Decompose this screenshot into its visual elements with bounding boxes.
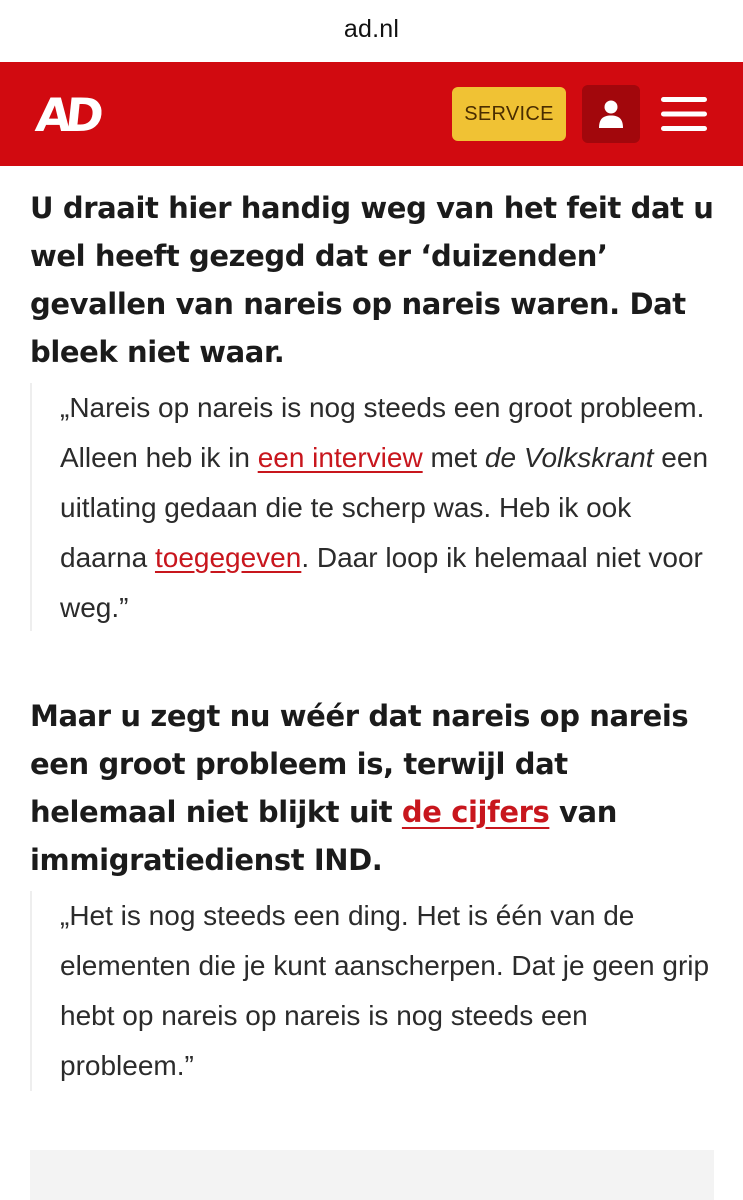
question-text: van immigratiedienst IND. — [30, 795, 617, 877]
figures-link[interactable]: de cijfers — [401, 795, 550, 829]
service-button[interactable]: SERVICE — [452, 87, 566, 141]
admitted-link[interactable]: toegegeven — [154, 542, 302, 573]
advertisement-placeholder — [30, 1150, 714, 1200]
menu-button[interactable] — [660, 94, 708, 134]
answer-text: . Daar loop ik helemaal niet voor weg.” — [60, 542, 703, 623]
url-text: ad.nl — [343, 14, 400, 43]
answer-text: een uitlating gedaan die te scherp was. Heb ik ook daarna — [60, 442, 709, 573]
ad-logo[interactable]: AD — [33, 88, 101, 142]
question-text: Maar u zegt nu wéér dat nareis op nareis een groot probleem is, terwijl dat helemaal niet blijkt uit — [30, 699, 689, 829]
interview-answer-2: „Het is nog steeds een ding. Het is één van de elementen die je kunt aanscherpen. Dat je geen grip hebt op nareis op nareis is nog steeds een probleem.” — [30, 891, 720, 1091]
answer-text: „Nareis op nareis is nog steeds een groot probleem. Alleen heb ik in — [60, 392, 705, 473]
answer-text: met — [422, 442, 485, 473]
interview-question-2 — [30, 692, 720, 884]
browser-url-bar[interactable] — [0, 0, 743, 62]
interview-answer-1 — [30, 383, 720, 631]
user-icon — [598, 99, 624, 129]
hamburger-menu-icon — [661, 96, 707, 132]
site-header — [0, 62, 743, 166]
account-button[interactable] — [582, 85, 640, 143]
newspaper-name: de Volkskrant — [484, 442, 654, 473]
interview-question-1: U draait hier handig weg van het feit dat u wel heeft gezegd dat er ‘duizenden’ gevallen van nareis op nareis waren. Dat bleek niet waar. — [30, 191, 714, 369]
interview-link[interactable]: een interview — [257, 442, 423, 473]
